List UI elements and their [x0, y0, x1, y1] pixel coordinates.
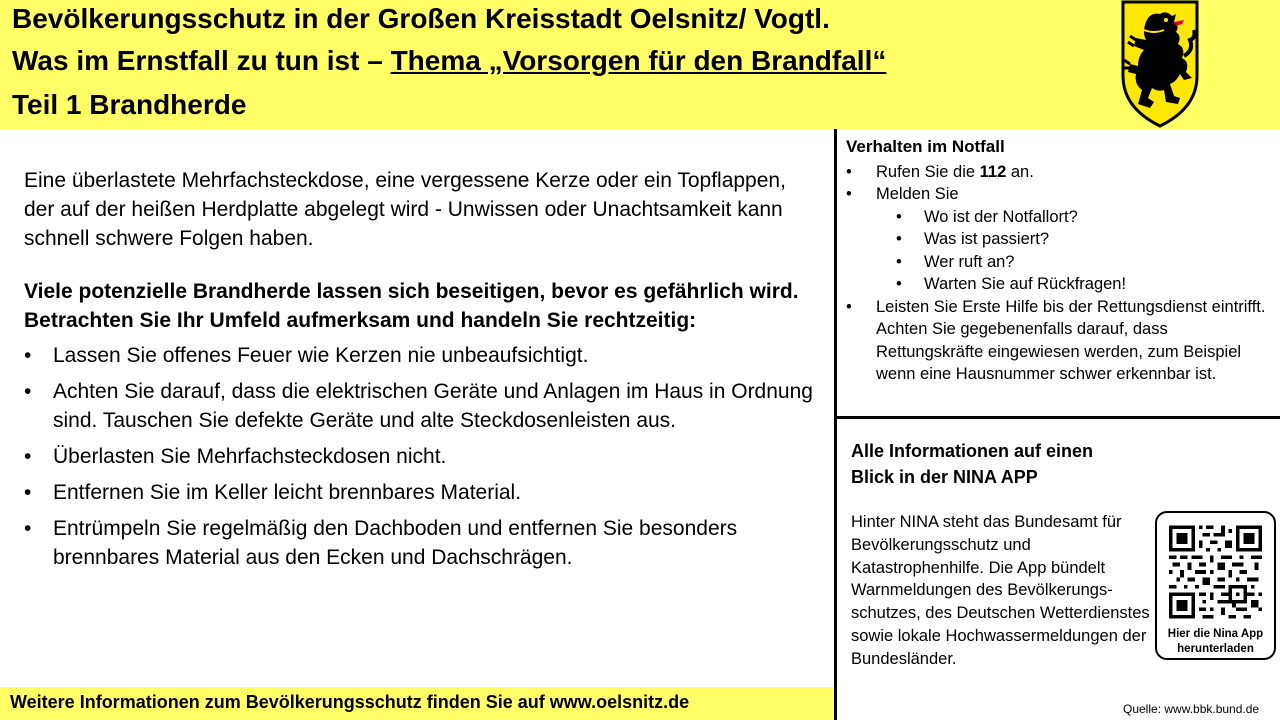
bullet: • — [896, 252, 902, 271]
coat-of-arms-icon — [1120, 0, 1200, 128]
list-item: • Leisten Sie Erste Hilfe bis der Rettungsdienst eintrifft. Achten Sie gegebenenfalls darauf, dass Rettungskräfte eingewiesen werden, zum Beispiel wenn eine Hausnummer schwer erkennbar ist. — [846, 297, 1266, 383]
bullet: • — [896, 230, 902, 248]
footer-text: Weitere Informationen zum Bevölkerungsschutz finden Sie auf www.oelsnitz.de — [10, 692, 690, 712]
bullet: • — [846, 297, 852, 316]
list-item: • Lassen Sie offenes Feuer wie Kerzen nie unbeaufsichtigt. — [24, 341, 814, 370]
page-title: Bevölkerungsschutz in der Großen Kreisstadt Oelsnitz/ Vogtl. — [12, 3, 830, 34]
emergency-number: 112 — [979, 162, 1007, 181]
main-content — [24, 166, 814, 579]
column-divider — [834, 129, 837, 720]
intro-paragraph: Eine überlastete Mehrfachsteckdose, eine vergessene Kerze oder ein Topflappen, der auf der heißen Herdplatte abgelegt wird - Unwissen oder Unachtsamkeit kann schnell schwere Folgen haben. — [24, 169, 786, 250]
list-item: • Entfernen Sie im Keller leicht brennbares Material. — [24, 478, 814, 507]
qr-caption: Hier die Nina App herunterladen — [1167, 628, 1264, 655]
source-note: Quelle: www.bbk.bund.de — [1123, 702, 1260, 716]
qr-code-icon[interactable] — [1169, 523, 1262, 621]
list-item: • Melden Sie — [846, 183, 1276, 206]
qr-code-card[interactable] — [1155, 511, 1276, 660]
sub-list-item: • Wo ist der Notfallort? — [846, 206, 1276, 229]
bullet: • — [24, 481, 32, 504]
lead-paragraph: Viele potenzielle Brandherde lassen sich beseitigen, bevor es gefährlich wird. Betrachten Sie Ihr Umfeld aufmerksam und handeln Sie rechtzeitig: — [24, 280, 799, 332]
bullet: • — [24, 380, 32, 403]
bullet: • — [846, 185, 852, 203]
emergency-panel — [846, 136, 1276, 386]
bullet: • — [24, 517, 32, 540]
bullet: • — [896, 275, 902, 293]
page-part-title: Teil 1 Brandherde — [12, 89, 247, 120]
emergency-title: Verhalten im Notfall — [846, 137, 1005, 156]
bullet: • — [896, 207, 902, 226]
bullet: • — [24, 344, 32, 367]
sidebar-divider — [837, 416, 1280, 419]
sub-list-item: • Wer ruft an? — [846, 251, 1276, 274]
subtitle-prefix: Was im Ernstfall zu tun ist – — [12, 45, 391, 76]
nina-panel — [851, 438, 1151, 671]
tips-list — [24, 341, 814, 572]
sub-list-item: • Warten Sie auf Rückfragen! — [846, 273, 1276, 296]
list-item: • Rufen Sie die 112 an. — [846, 161, 1276, 184]
bullet: • — [846, 162, 852, 181]
list-item: • Achten Sie darauf, dass die elektrischen Geräte und Anlagen im Haus in Ordnung sind. Tauschen Sie defekte Geräte und alte Steckdosenleisten aus. — [24, 377, 814, 435]
subtitle-topic: Thema „Vorsorgen für den Brandfall“ — [390, 45, 887, 76]
list-item: • Überlasten Sie Mehrfachsteckdosen nicht. — [24, 442, 814, 471]
list-item: • Entrümpeln Sie regelmäßig den Dachboden und entfernen Sie besonders brennbares Material aus den Ecken und Dachschrägen. — [24, 514, 814, 572]
bullet: • — [24, 445, 32, 468]
page-subtitle — [12, 44, 886, 78]
header-banner — [0, 0, 1280, 129]
footer-banner — [0, 687, 834, 720]
nina-title: Alle Informationen auf einen Blick in der NINA APP — [851, 441, 1094, 487]
nina-description: Hinter NINA steht das Bundesamt für Bevölkerungsschutz und Katastrophenhilfe. Die App bündelt Warnmeldungen des Bevölkerungs-schutzes, des Deutschen Wetterdienstes sowie lokale Hochwassermeldungen der Bundesländer. — [851, 513, 1150, 668]
sub-list-item: • Was ist passiert? — [846, 228, 1276, 251]
